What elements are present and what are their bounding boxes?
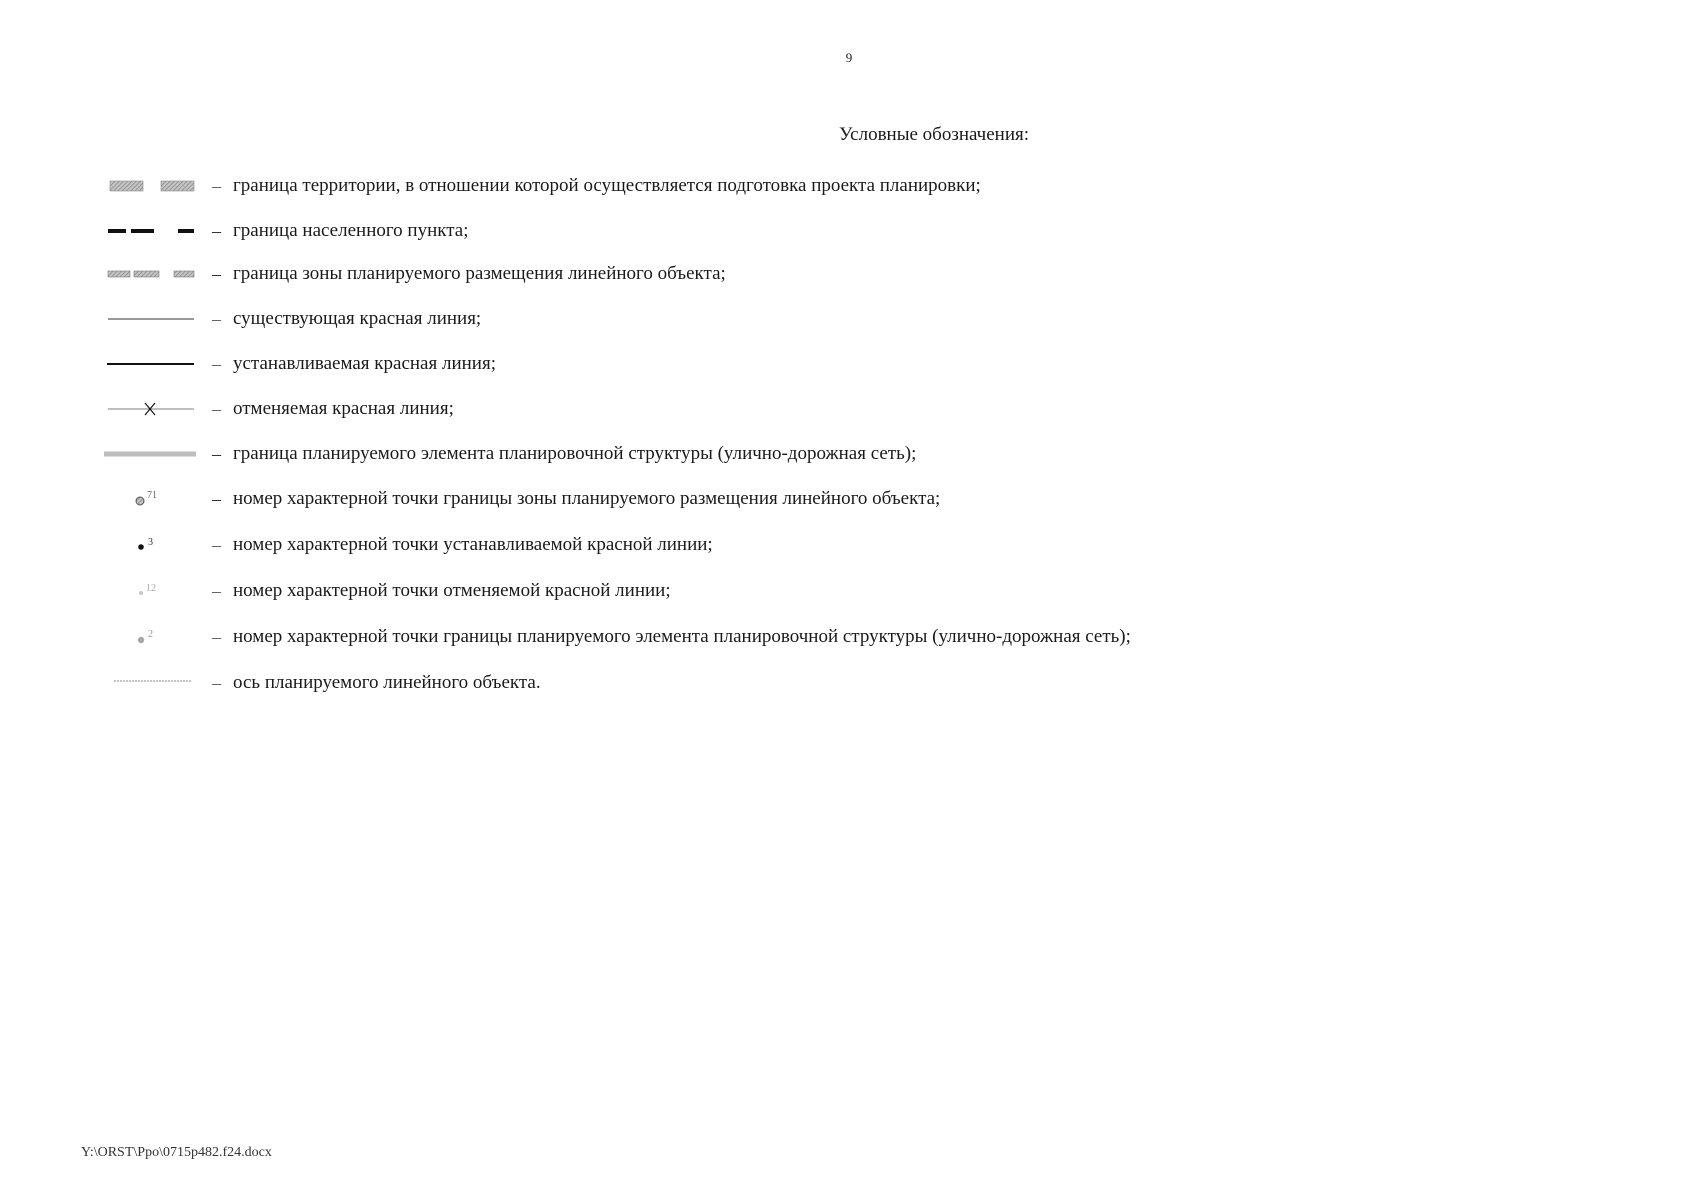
crossed-line-icon — [100, 397, 200, 421]
legend-list — [100, 174, 1600, 714]
legend-dash: – — [212, 581, 221, 601]
point-number-label: 12 — [146, 583, 156, 594]
legend-text: ось планируемого линейного объекта. — [233, 672, 541, 693]
legend-dash: – — [212, 627, 221, 647]
legend-item — [100, 174, 1600, 219]
legend-item — [100, 671, 1600, 714]
bold-dashed-line-icon — [100, 219, 200, 243]
legend-text: граница населенного пункта; — [233, 220, 469, 241]
legend-item — [100, 442, 1600, 487]
gray-thick-line-icon — [100, 442, 200, 466]
point-number-label: 2 — [148, 629, 153, 640]
solid-line-icon — [100, 352, 200, 376]
hatched-dashed-boundary-icon — [100, 174, 200, 198]
legend-item — [100, 579, 1600, 625]
point-number-label: 71 — [147, 490, 157, 501]
legend-text: номер характерной точки границы планируемого элемента планировочной структуры (улично-дорожная сеть); — [233, 626, 1131, 647]
legend-text: номер характерной точки устанавливаемой красной линии; — [233, 534, 713, 555]
legend-text: граница планируемого элемента планировочной структуры (улично-дорожная сеть); — [233, 443, 917, 464]
legend-item — [100, 397, 1600, 442]
legend-dash: – — [212, 399, 221, 419]
light-gray-point-icon — [100, 579, 200, 603]
legend-text: граница зоны планируемого размещения линейного объекта; — [233, 263, 726, 284]
legend-item — [100, 219, 1600, 262]
hatched-short-dashed-boundary-icon — [100, 262, 200, 286]
legend-dash: – — [212, 673, 221, 693]
gray-point-icon — [100, 625, 200, 649]
legend-dash: – — [212, 444, 221, 464]
legend-text: существующая красная линия; — [233, 308, 482, 329]
legend-text: устанавливаемая красная линия; — [233, 353, 496, 374]
thin-line-icon — [100, 307, 200, 331]
legend-dash: – — [212, 176, 221, 196]
legend-item — [100, 625, 1600, 671]
footer-file-path: Y:\ORST\Ppo\0715p482.f24.docx — [81, 1145, 272, 1160]
legend-text: граница территории, в отношении которой осуществляется подготовка проекта планировки; — [233, 175, 981, 196]
legend-dash: – — [212, 264, 221, 284]
black-point-icon — [100, 533, 200, 557]
hatched-point-icon — [100, 487, 200, 511]
page-number: 9 — [845, 50, 853, 65]
point-number-label: 3 — [148, 537, 153, 548]
legend-item — [100, 262, 1600, 307]
legend-dash: – — [212, 489, 221, 509]
legend-text: отменяемая красная линия; — [233, 398, 454, 419]
legend-title: Условные обозначения: — [838, 124, 1030, 145]
legend-item — [100, 533, 1600, 579]
legend-item — [100, 352, 1600, 397]
legend-text: номер характерной точки границы зоны планируемого размещения линейного объекта; — [233, 488, 941, 509]
legend-dash: – — [212, 354, 221, 374]
legend-dash: – — [212, 309, 221, 329]
legend-dash: – — [212, 535, 221, 555]
legend-text: номер характерной точки отменяемой красной линии; — [233, 580, 671, 601]
axis-line-icon — [100, 671, 200, 695]
legend-dash: – — [212, 221, 221, 241]
legend-item — [100, 307, 1600, 352]
legend-item — [100, 487, 1600, 533]
